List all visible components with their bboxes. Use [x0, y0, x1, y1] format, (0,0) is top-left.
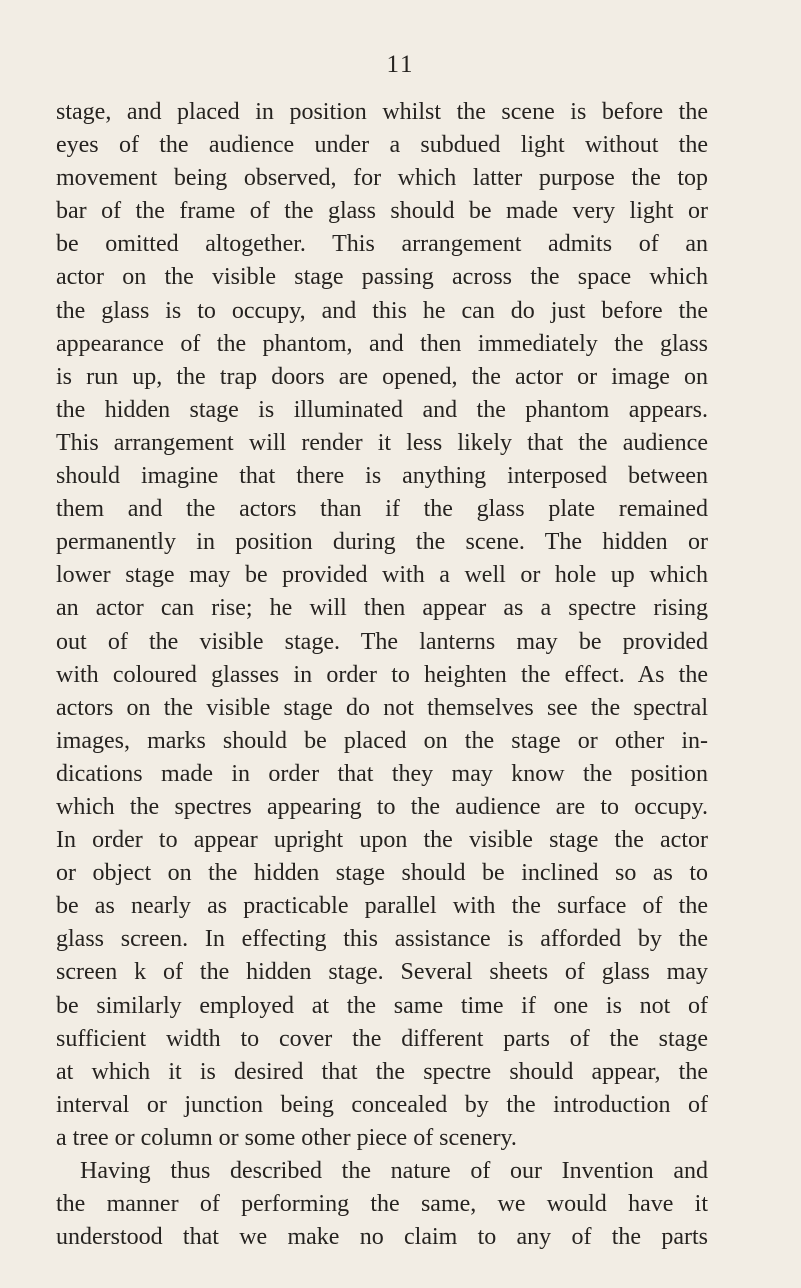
text-line: the manner of performing the same, we would have it [56, 1191, 708, 1218]
text-line: actors on the visible stage do not themselves see the spectral [56, 694, 708, 721]
text-line: which the spectres appearing to the audience are to occupy. [56, 793, 708, 820]
text-line: be omitted altogether. This arrangement admits of an [56, 231, 708, 258]
text-line: with coloured glasses in order to heighten the effect. As the [56, 661, 708, 688]
text-line: In order to appear upright upon the visible stage the actor [56, 827, 708, 854]
text-line: understood that we make no claim to any of the parts [56, 1224, 708, 1251]
text-line: an actor can rise; he will then appear as a spectre rising [56, 595, 708, 622]
text-line: movement being observed, for which latter purpose the top [56, 165, 708, 192]
text-line: dications made in order that they may know the position [56, 760, 708, 787]
text-line: out of the visible stage. The lanterns may be provided [56, 628, 708, 655]
text-line: or object on the hidden stage should be inclined so as to [56, 860, 708, 887]
text-line: a tree or column or some other piece of scenery. [56, 1124, 517, 1151]
text-line: interval or junction being concealed by the introduction of [56, 1091, 708, 1118]
body-text [56, 96, 708, 1254]
text-line: the hidden stage is illuminated and the phantom appears. [56, 396, 708, 423]
text-line: should imagine that there is anything interposed between [56, 463, 708, 490]
text-line: Having thus described the nature of our Invention and [80, 1158, 708, 1184]
text-line: permanently in position during the scene. The hidden or [56, 529, 708, 556]
text-line: bar of the frame of the glass should be made very light or [56, 198, 708, 225]
text-line: actor on the visible stage passing across the space which [56, 264, 708, 291]
text-line: This arrangement will render it less likely that the audience [56, 429, 708, 456]
text-line: be as nearly as practicable parallel with the surface of the [56, 893, 708, 920]
text-line: be similarly employed at the same time if one is not of [56, 992, 708, 1019]
text-line: is run up, the trap doors are opened, the actor or image on [56, 363, 708, 390]
text-line: the glass is to occupy, and this he can do just before the [56, 297, 708, 324]
text-line: eyes of the audience under a subdued light without the [56, 132, 708, 159]
text-line: appearance of the phantom, and then immediately the glass [56, 330, 708, 357]
text-line: screen k of the hidden stage. Several sheets of glass may [56, 959, 708, 986]
page-number: 11 [386, 51, 415, 78]
text-line: sufficient width to cover the different parts of the stage [56, 1025, 708, 1052]
text-line: stage, and placed in position whilst the scene is before the [56, 99, 708, 125]
text-line: them and the actors than if the glass plate remained [56, 496, 708, 523]
text-line: lower stage may be provided with a well or hole up which [56, 562, 708, 589]
text-line: images, marks should be placed on the stage or other in- [56, 727, 708, 754]
text-line: at which it is desired that the spectre should appear, the [56, 1058, 708, 1085]
text-line: glass screen. In effecting this assistance is afforded by the [56, 926, 708, 953]
